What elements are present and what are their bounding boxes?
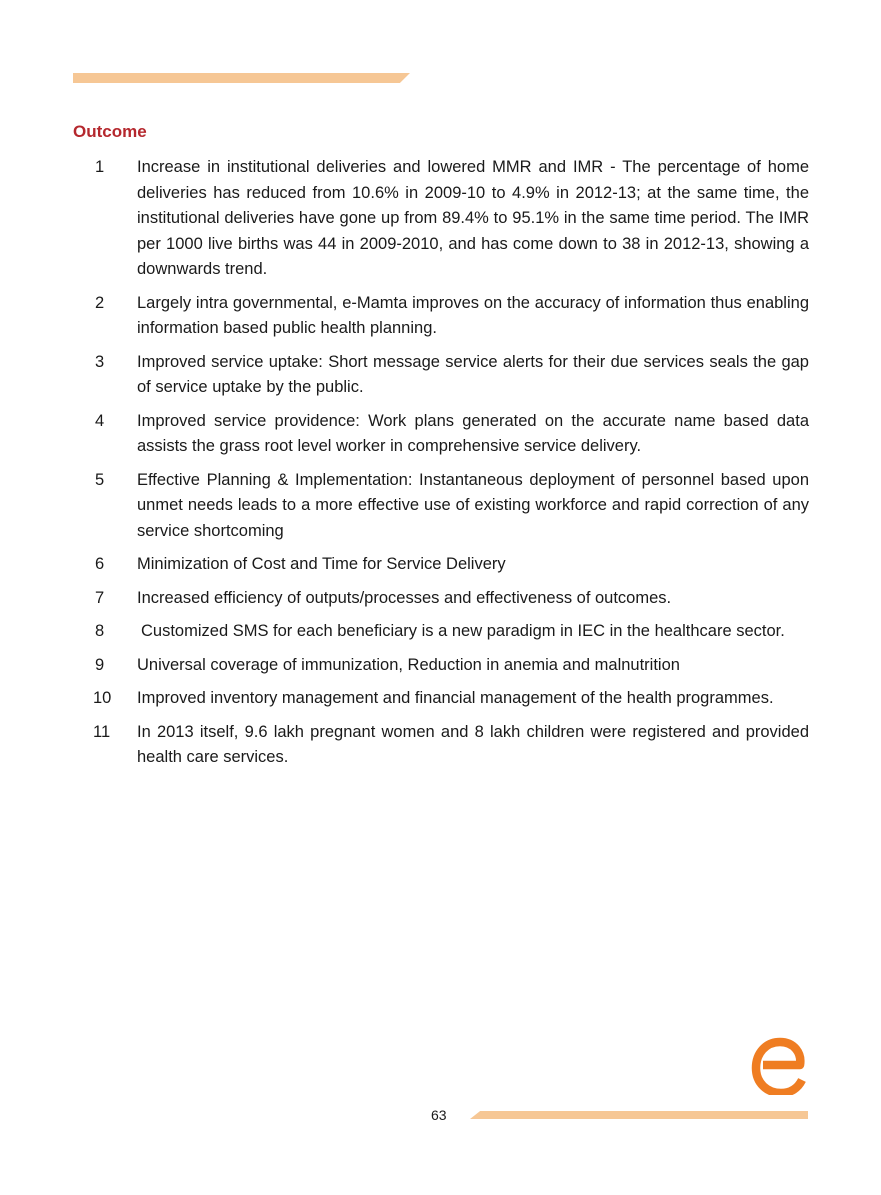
outcome-item bbox=[73, 350, 809, 401]
outcome-item bbox=[73, 291, 809, 342]
page-number: 63 bbox=[431, 1107, 447, 1123]
outcome-item bbox=[73, 619, 809, 645]
outcome-number: 5 bbox=[95, 470, 105, 489]
outcome-text: Increase in institutional deliveries and lowered MMR and IMR - The percentage of home deliveries has reduced from 10.6% in 2009-10 to 4.9% in 2012-13; at the same time, the institutional deliveries have gone up from 89.4% to 95.1% in the same time period. The IMR per 1000 live births was 44 in 2009-2010, and has come down to 38 in 2012-13, showing a downwards trend. bbox=[137, 158, 809, 278]
outcome-item bbox=[73, 552, 809, 578]
outcome-item bbox=[73, 468, 809, 545]
outcome-item bbox=[73, 586, 809, 612]
top-accent-bar bbox=[73, 73, 410, 83]
outcome-number: 6 bbox=[95, 555, 105, 573]
outcome-text: Universal coverage of immunization, Reduction in anemia and malnutrition bbox=[137, 655, 680, 674]
outcome-text: Improved inventory management and financial management of the health programmes. bbox=[137, 689, 774, 707]
outcome-item bbox=[73, 653, 809, 679]
outcome-number: 8 bbox=[95, 622, 105, 640]
outcome-text: Minimization of Cost and Time for Service Delivery bbox=[137, 555, 506, 573]
outcome-text: Customized SMS for each beneficiary is a new paradigm in IEC in the healthcare sector. bbox=[141, 622, 785, 640]
outcome-number: 7 bbox=[95, 588, 105, 607]
e-letter-logo-stroke bbox=[756, 1042, 802, 1093]
outcome-number: 11 bbox=[93, 722, 111, 741]
outcome-number: 3 bbox=[95, 352, 105, 371]
bottom-accent-bar bbox=[470, 1111, 808, 1119]
e-letter-logo-icon bbox=[748, 1029, 808, 1095]
outcome-item bbox=[73, 155, 809, 283]
outcome-text: Effective Planning & Implementation: Instantaneous deployment of personnel based upon unmet needs leads to a more effective use of existing workforce and rapid correction of any service shortcoming bbox=[137, 470, 809, 540]
outcome-list bbox=[73, 155, 809, 779]
section-heading: Outcome bbox=[73, 122, 147, 141]
outcome-item bbox=[73, 409, 809, 460]
outcome-number: 10 bbox=[93, 689, 112, 707]
outcome-item bbox=[73, 720, 809, 771]
outcome-number: 9 bbox=[95, 655, 105, 674]
outcome-number: 4 bbox=[95, 411, 105, 430]
outcome-number: 2 bbox=[95, 293, 105, 312]
outcome-text: Improved service uptake: Short message service alerts for their due services seals the gap of service uptake by the public. bbox=[137, 352, 809, 396]
outcome-number: 1 bbox=[95, 158, 105, 176]
outcome-text: In 2013 itself, 9.6 lakh pregnant women and 8 lakh children were registered and provided health care services. bbox=[137, 722, 809, 766]
outcome-text: Increased efficiency of outputs/processes and effectiveness of outcomes. bbox=[137, 588, 672, 607]
outcome-text: Largely intra governmental, e-Mamta improves on the accuracy of information thus enabling information based public health planning. bbox=[137, 293, 809, 337]
outcome-text: Improved service providence: Work plans generated on the accurate name based data assists the grass root level worker in comprehensive service delivery. bbox=[137, 411, 809, 455]
outcome-item bbox=[73, 686, 809, 712]
